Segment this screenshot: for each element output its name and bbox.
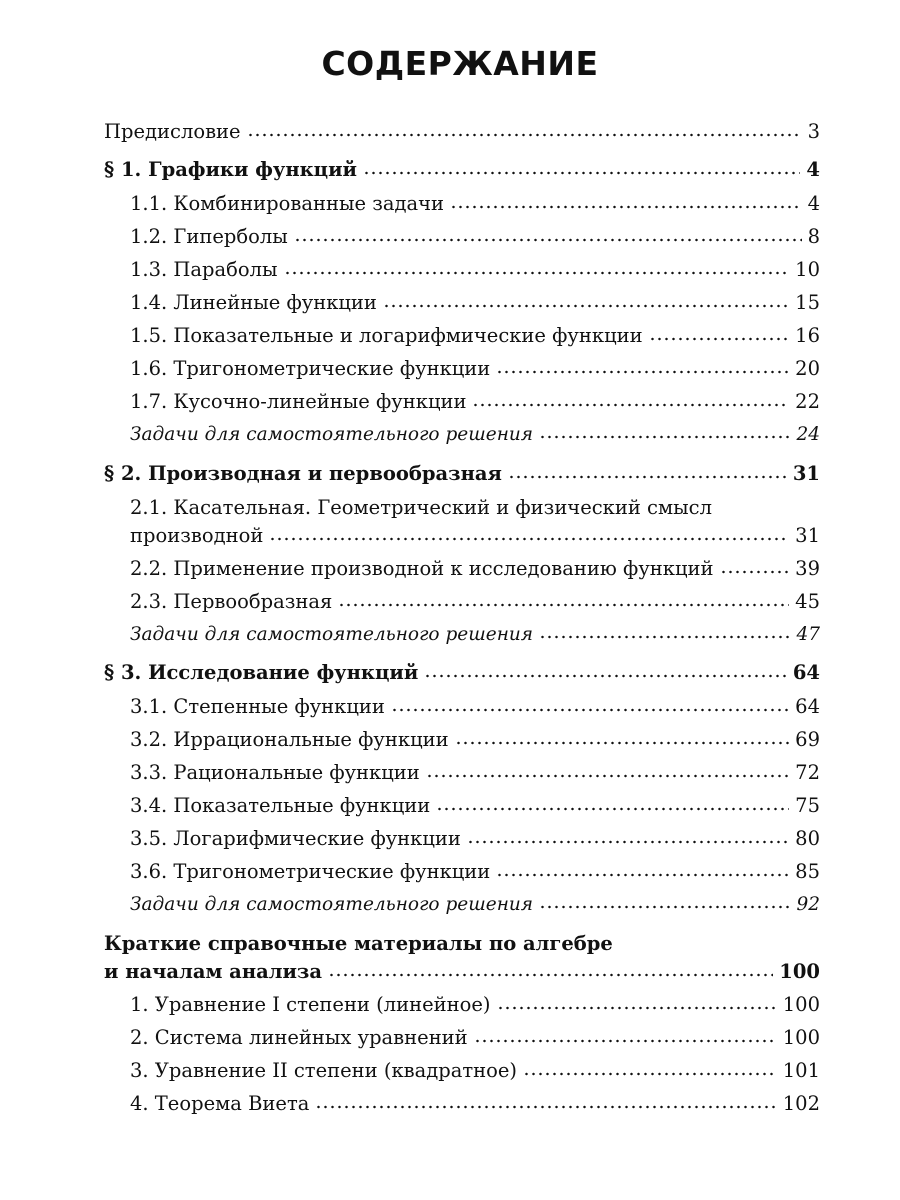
- toc-entry-label: 3.6. Тригонометрические функции: [130, 860, 491, 883]
- toc-entry-label: 1.1. Комбинированные задачи: [130, 192, 444, 215]
- toc-entry-label: 2.3. Первообразная: [130, 590, 333, 613]
- leader-dots: [284, 270, 790, 276]
- toc-entry-page: 72: [795, 761, 820, 784]
- leader-dots: [269, 536, 789, 542]
- toc-entry-page: 22: [795, 390, 820, 413]
- toc-entry[interactable]: [130, 522, 820, 550]
- toc-entry-label: Задачи для самостоятельного решения: [130, 424, 534, 445]
- toc-entry-page: 20: [795, 357, 820, 380]
- toc-entry-label: 2. Система линейных уравнений: [130, 1026, 468, 1049]
- toc-entry-page: 100: [782, 993, 820, 1016]
- toc-entry[interactable]: [130, 555, 820, 583]
- toc-entry-page: 64: [795, 695, 820, 718]
- toc-entry[interactable]: [130, 588, 820, 616]
- toc-entry-page: 85: [795, 860, 820, 883]
- toc-entry-label: и началам анализа: [104, 960, 323, 983]
- toc-entry-label: 1.4. Линейные функции: [130, 291, 377, 314]
- toc-entry-page: 75: [795, 794, 820, 817]
- leader-dots: [539, 904, 790, 910]
- leader-dots: [649, 336, 790, 342]
- leader-dots: [496, 872, 789, 878]
- leader-dots: [455, 740, 790, 746]
- leader-dots: [247, 132, 802, 138]
- toc-entry-page: 47: [796, 624, 820, 645]
- toc-entry-page: 69: [795, 728, 820, 751]
- toc-entry-label: 3.5. Логарифмические функции: [130, 827, 461, 850]
- toc-entry-preface[interactable]: [104, 118, 820, 146]
- toc-entry-page: 3: [807, 120, 820, 143]
- toc-entry-label: Предисловие: [104, 120, 241, 143]
- toc-entry-page: 102: [782, 1092, 820, 1115]
- toc-entry-label: 1.5. Показательные и логарифмические функции: [130, 324, 643, 347]
- toc-entry-label: 3.3. Рациональные функции: [130, 761, 420, 784]
- toc-entry-exercises[interactable]: [130, 421, 820, 449]
- toc-entry-label: 1.7. Кусочно-линейные функции: [130, 390, 467, 413]
- toc-entry-page: 64: [792, 661, 820, 684]
- leader-dots: [338, 602, 789, 608]
- leader-dots: [294, 237, 802, 243]
- toc-entry-page: 31: [795, 524, 820, 547]
- leader-dots: [523, 1071, 777, 1077]
- toc-entry-page: 31: [792, 462, 820, 485]
- toc-section-2[interactable]: [104, 460, 820, 488]
- leader-dots: [436, 806, 789, 812]
- leader-dots: [497, 1005, 777, 1011]
- page-title: СОДЕРЖАНИЕ: [321, 44, 599, 83]
- toc-entry-page: 16: [795, 324, 820, 347]
- toc-entry[interactable]: [130, 991, 820, 1019]
- leader-dots: [467, 839, 789, 845]
- toc-entry[interactable]: [130, 388, 820, 416]
- toc-entry-page: 4: [807, 192, 820, 215]
- toc-entry-page: 80: [795, 827, 820, 850]
- toc-entry-page: 45: [795, 590, 820, 613]
- toc-entry-label: Задачи для самостоятельного решения: [130, 624, 534, 645]
- toc-entry[interactable]: [130, 256, 820, 284]
- toc-entry-page: 10: [795, 258, 820, 281]
- leader-dots: [424, 673, 787, 679]
- toc-entry-page: 100: [782, 1026, 820, 1049]
- toc-entry[interactable]: [130, 190, 820, 218]
- leader-dots: [539, 634, 790, 640]
- leader-dots: [315, 1104, 776, 1110]
- toc-entry-label: производной: [130, 524, 264, 547]
- leader-dots: [363, 170, 800, 176]
- toc-entry-label: 3.2. Иррациональные функции: [130, 728, 449, 751]
- toc-section-reference[interactable]: [104, 958, 820, 986]
- toc-section-reference-line1[interactable]: Краткие справочные материалы по алгебре: [104, 932, 613, 955]
- toc-entry-label: § 3. Исследование функций: [104, 661, 419, 684]
- toc-entry-label: 1.3. Параболы: [130, 258, 278, 281]
- toc-entry[interactable]: [130, 289, 820, 317]
- toc-entry-label: 1. Уравнение I степени (линейное): [130, 993, 491, 1016]
- leader-dots: [474, 1038, 777, 1044]
- leader-dots: [508, 474, 787, 480]
- leader-dots: [450, 204, 802, 210]
- leader-dots: [391, 707, 789, 713]
- leader-dots: [426, 773, 789, 779]
- leader-dots: [328, 972, 773, 978]
- toc-entry[interactable]: [130, 858, 820, 886]
- toc-entry[interactable]: [130, 322, 820, 350]
- toc-entry-label: 3.4. Показательные функции: [130, 794, 431, 817]
- toc-entry-exercises[interactable]: [130, 621, 820, 649]
- toc-section-3[interactable]: [104, 659, 820, 687]
- toc-entry-exercises[interactable]: [130, 891, 820, 919]
- toc-entry[interactable]: [130, 693, 820, 721]
- toc-entry[interactable]: [130, 792, 820, 820]
- leader-dots: [720, 569, 790, 575]
- toc-entry-label: § 2. Производная и первообразная: [104, 462, 502, 485]
- toc-entry-page: 92: [796, 894, 820, 915]
- toc-entry-label: Задачи для самостоятельного решения: [130, 894, 534, 915]
- toc-entry-label: 3.1. Степенные функции: [130, 695, 385, 718]
- leader-dots: [383, 303, 789, 309]
- leader-dots: [496, 369, 789, 375]
- toc-entry-label: 2.2. Применение производной к исследованию функций: [130, 557, 714, 580]
- toc-entry-page: 100: [779, 960, 820, 983]
- toc-entry-label: 4. Теорема Виета: [130, 1092, 310, 1115]
- toc-entry-page: 101: [782, 1059, 820, 1082]
- toc-entry-page: 4: [806, 158, 820, 181]
- toc-entry[interactable]: [130, 1090, 820, 1118]
- toc-entry[interactable]: [130, 1024, 820, 1052]
- leader-dots: [472, 402, 789, 408]
- leader-dots: [539, 434, 790, 440]
- toc-entry-label-line1[interactable]: 2.1. Касательная. Геометрический и физический смысл: [130, 496, 712, 519]
- toc-entry[interactable]: [130, 825, 820, 853]
- toc-entry[interactable]: [130, 1057, 820, 1085]
- toc-entry[interactable]: [130, 726, 820, 754]
- toc-entry-label: § 1. Графики функций: [104, 158, 358, 181]
- toc-entry-label: 1.2. Гиперболы: [130, 225, 288, 248]
- toc-entry[interactable]: [130, 223, 820, 251]
- toc-entry[interactable]: [130, 355, 820, 383]
- toc-entry-label: 3. Уравнение II степени (квадратное): [130, 1059, 518, 1082]
- toc-section-1[interactable]: [104, 156, 820, 184]
- toc-entry[interactable]: [130, 759, 820, 787]
- toc-entry-label: 1.6. Тригонометрические функции: [130, 357, 491, 380]
- toc-entry-page: 15: [795, 291, 820, 314]
- toc-entry-page: 24: [796, 424, 820, 445]
- toc-entry-page: 39: [795, 557, 820, 580]
- toc-entry-page: 8: [807, 225, 820, 248]
